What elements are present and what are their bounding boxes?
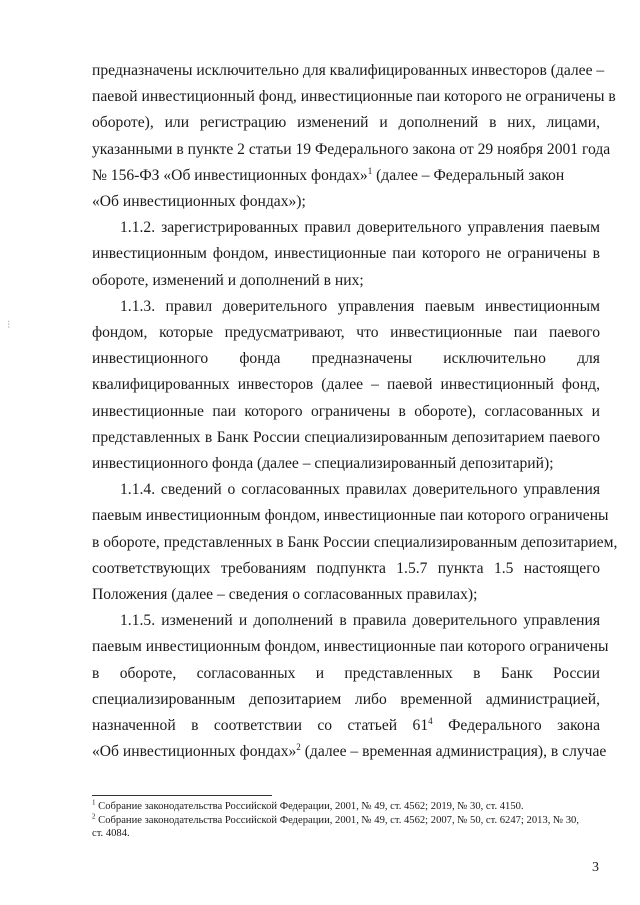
body-line: указанными в пункте 2 статьи 19 Федерального закона от 29 ноября 2001 года <box>92 140 611 158</box>
body-line <box>92 713 600 739</box>
body-line: инвестиционного фонда предназначены исключительно для <box>92 350 600 368</box>
text-run: № 156-ФЗ «Об инвестиционных фондах» <box>92 166 368 184</box>
body-line: инвестиционным фондом, инвестиционные паи которого не ограничены в <box>92 245 600 263</box>
paragraph-1-1-2: 1.1.2. зарегистрированных правил доверительного управления паевым <box>120 219 600 237</box>
body-line: паевым инвестиционным фондом, инвестиционные паи которого ограничены <box>92 507 609 525</box>
footnote-text: Собрание законодательства Российской Федерации, 2001, № 49, ст. 4562; 2019, № 30, ст. 4150. <box>95 801 524 812</box>
body-line: соответствующих требованиям подпункта 1.5.7 пункта 1.5 настоящего <box>92 559 600 577</box>
body-line: предназначены исключительно для квалифицированных инвесторов (далее – <box>92 62 605 79</box>
text-run: (далее – временная администрация), в случае <box>300 743 607 761</box>
text-run: «Об инвестиционных фондах» <box>92 743 297 761</box>
body-line: паевой инвестиционный фонд, инвестиционные паи которого не ограничены в <box>92 88 616 106</box>
body-line: обороте), или регистрацию изменений и дополнений в них, лицами, <box>92 114 600 132</box>
page-number: 3 <box>592 860 599 875</box>
footnotes <box>92 800 600 841</box>
footnote-mark: 2 <box>92 811 96 820</box>
footnote-ref-2: 2 <box>296 742 301 753</box>
body-line: инвестиционного фонда (далее – специализированный депозитарий); <box>92 455 554 473</box>
body-line: обороте, изменений и дополнений в них; <box>92 271 364 289</box>
paragraph-1-1-3: 1.1.3. правил доверительного управления паевым инвестиционным <box>120 297 600 315</box>
footnote-ref-1: 1 <box>367 165 373 176</box>
body-line: Положения (далее – сведения о согласованных правилах); <box>92 586 478 604</box>
body-line: паевым инвестиционным фондом, инвестиционные паи которого ограничены <box>92 638 609 656</box>
footnote-mark: 1 <box>92 798 96 807</box>
body-line <box>92 163 600 189</box>
body-line <box>92 739 607 765</box>
paragraph-1-1-4: 1.1.4. сведений о согласованных правилах доверительного управления <box>120 481 600 499</box>
footnote-2-continued: ст. 4084. <box>92 828 130 839</box>
text-run: (далее – Федеральный закон <box>372 166 565 184</box>
body-line: «Об инвестиционных фондах»); <box>92 193 306 211</box>
body-line: квалифицированных инвесторов (далее – паевой инвестиционный фонд, <box>92 376 600 394</box>
footnote-2 <box>92 811 600 828</box>
body-line: в обороте, представленных в Банк России специализированным депозитарием, <box>92 533 618 551</box>
footnote-divider <box>92 795 272 796</box>
body-line: в обороте, согласованных и представленных в Банк России <box>92 664 600 682</box>
footnote-1 <box>92 800 600 814</box>
scan-margin-mark: ⁝ <box>7 319 11 331</box>
body-line: специализированным депозитарием либо временной администрацией, <box>92 690 600 708</box>
body-line: инвестиционные паи которого ограничены в обороте), согласованных и <box>92 402 600 420</box>
document-body <box>92 58 618 765</box>
article-superscript: 4 <box>428 715 433 726</box>
body-line: фондом, которые предусматривают, что инвестиционные паи паевого <box>92 324 600 342</box>
body-line: представленных в Банк России специализированным депозитарием паевого <box>92 428 600 446</box>
footnote-text: Собрание законодательства Российской Федерации, 2001, № 49, ст. 4562; 2007, № 50, ст. 6247; 2013, № 30, <box>95 814 580 826</box>
text-run: Федерального закона <box>432 717 600 735</box>
paragraph-1-1-5: 1.1.5. изменений и дополнений в правила доверительного управления <box>120 612 600 630</box>
text-run: назначенной в соответствии со статьей 61 <box>92 717 429 735</box>
